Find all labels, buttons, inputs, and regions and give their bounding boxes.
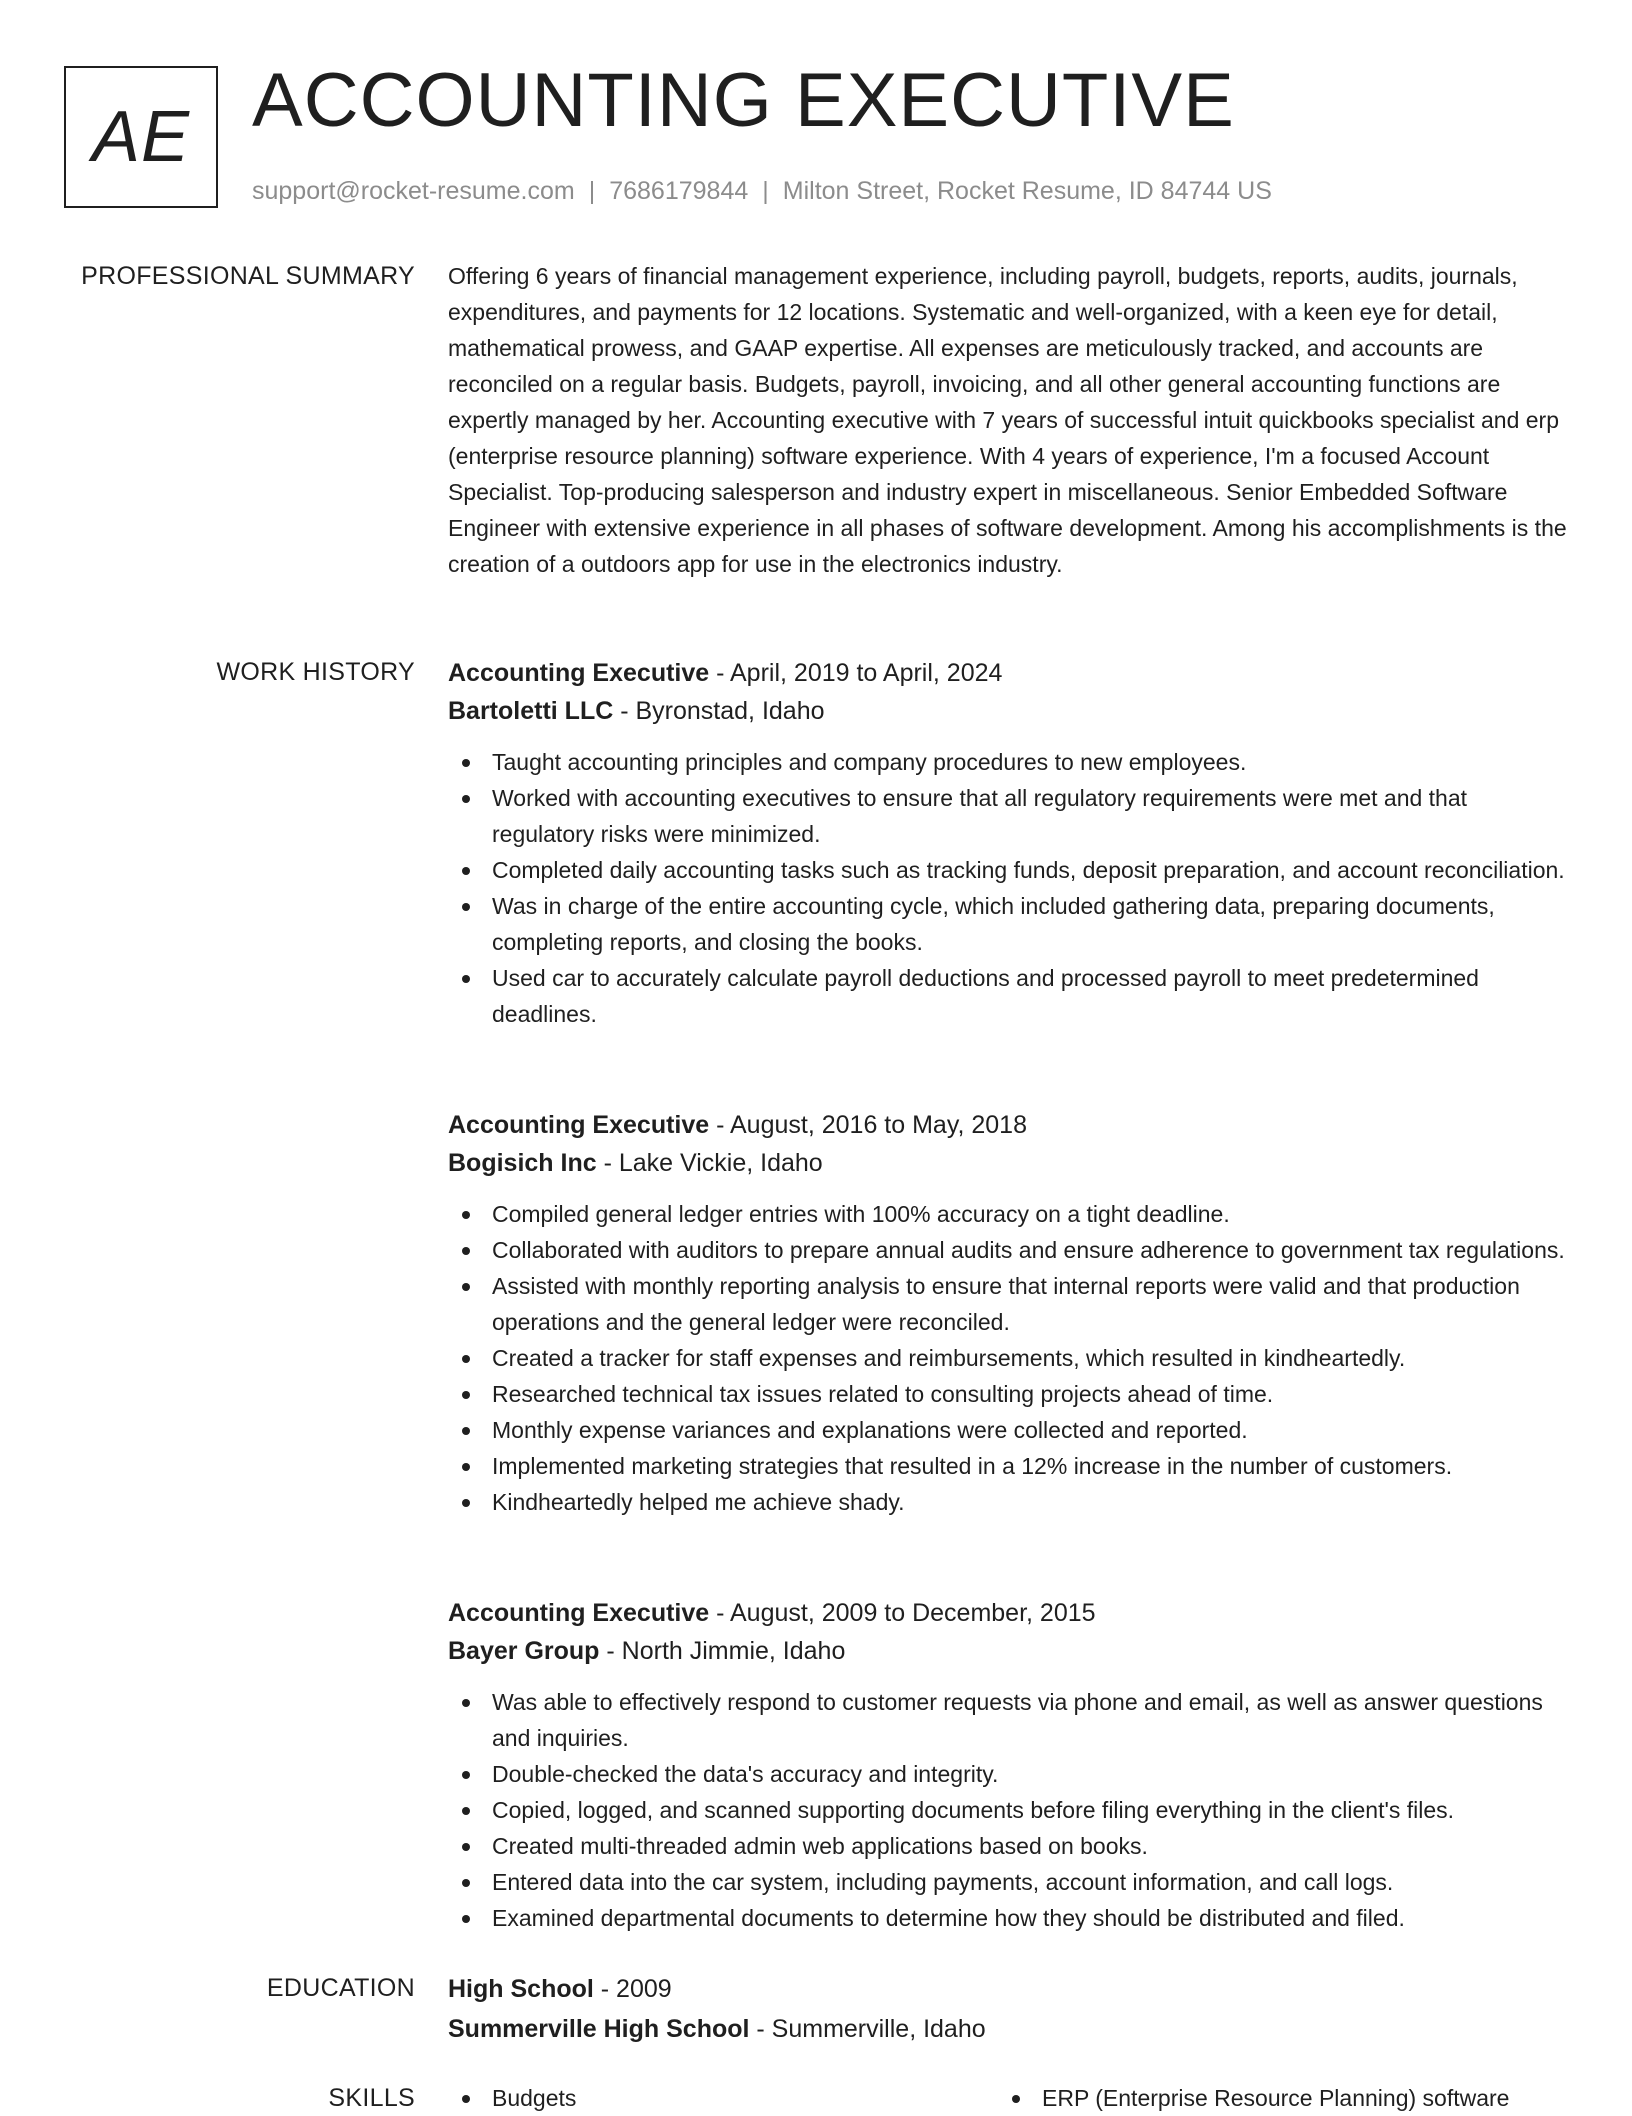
- list-item: Implemented marketing strategies that resulted in a 12% increase in the number of customers.: [448, 1448, 1570, 1484]
- education-heading: EDUCATION: [266, 1974, 415, 2002]
- skills-column-right: [998, 2080, 1548, 2116]
- monogram-logo: AE: [64, 66, 218, 208]
- job-company: Bartoletti LLC: [448, 697, 614, 725]
- job-bullets: [448, 1196, 1570, 1520]
- job-title: Accounting Executive: [448, 1111, 710, 1139]
- job-title-line: [448, 654, 1570, 692]
- contact-email[interactable]: support@rocket-resume.com: [252, 177, 575, 205]
- contact-address: Milton Street, Rocket Resume, ID 84744 US: [782, 177, 1272, 205]
- list-item: Collaborated with auditors to prepare annual audits and ensure adherence to government tax regulations.: [448, 1232, 1570, 1268]
- job-company: Bogisich Inc: [448, 1149, 597, 1177]
- list-item: ERP (Enterprise Resource Planning) software: [998, 2080, 1548, 2116]
- skills-column-left: [448, 2080, 998, 2116]
- education-degree-line: [448, 1970, 1570, 2008]
- skills-heading: SKILLS: [328, 2084, 415, 2112]
- job-entry: [448, 654, 1570, 1032]
- list-item: Kindheartedly helped me achieve shady.: [448, 1484, 1570, 1520]
- list-item: Created multi-threaded admin web applications based on books.: [448, 1828, 1570, 1864]
- list-item: Worked with accounting executives to ensure that all regulatory requirements were met and that regulatory risks were minimized.: [448, 780, 1570, 852]
- job-title-line: [448, 1594, 1570, 1632]
- job-dates: - August, 2016 to May, 2018: [709, 1111, 1027, 1139]
- education-degree: High School: [448, 1975, 594, 2003]
- job-company-line: [448, 1632, 1570, 1670]
- education-school: Summerville High School: [448, 2015, 750, 2043]
- list-item: Researched technical tax issues related to consulting projects ahead of time.: [448, 1376, 1570, 1412]
- summary-text: Offering 6 years of financial management experience, including payroll, budgets, reports, audits, journals, expenditures, and payments for 12 locations. Systematic and well-organized, with a keen eye for detail, mathematical prowess, and GAAP expertise. All expenses are meticulously tracked, and accounts are reconciled on a regular basis. Budgets, payroll, invoicing, and all other general accounting functions are expertly managed by her. Accounting executive with 7 years of successful intuit quickbooks specialist and erp (enterprise resource planning) software experience. With 4 years of experience, I'm a focused Account Specialist. Top-producing salesperson and industry expert in miscellaneous. Senior Embedded Software Engineer with extensive experience in all phases of software development. Among his accomplishments is the creation of a outdoors app for use in the electronics industry.: [448, 263, 1567, 577]
- list-item: Used car to accurately calculate payroll deductions and processed payroll to meet predetermined deadlines.: [448, 960, 1570, 1032]
- job-dates: - August, 2009 to December, 2015: [709, 1599, 1096, 1627]
- job-entry: [448, 1594, 1570, 1936]
- job-bullets: [448, 1684, 1570, 1936]
- contact-separator: |: [762, 177, 769, 205]
- summary-heading: PROFESSIONAL SUMMARY: [81, 262, 415, 290]
- job-location: - North Jimmie, Idaho: [599, 1637, 846, 1665]
- skills-grid: [448, 2080, 1570, 2116]
- list-item: Completed daily accounting tasks such as tracking funds, deposit preparation, and account reconciliation.: [448, 852, 1570, 888]
- contact-line: [252, 174, 1272, 208]
- list-item: Was able to effectively respond to customer requests via phone and email, as well as answer questions and inquiries.: [448, 1684, 1570, 1756]
- job-title: Accounting Executive: [448, 1599, 710, 1627]
- list-item: Taught accounting principles and company procedures to new employees.: [448, 744, 1570, 780]
- education-school-line: [448, 2010, 1570, 2048]
- list-item: Budgets: [448, 2080, 998, 2116]
- education-year: - 2009: [593, 1975, 672, 2003]
- list-item: Examined departmental documents to determine how they should be distributed and filed.: [448, 1900, 1570, 1936]
- page-title: ACCOUNTING EXECUTIVE: [252, 58, 1235, 143]
- contact-separator: |: [588, 177, 596, 205]
- skills-body: [448, 2080, 1570, 2116]
- list-item: Assisted with monthly reporting analysis to ensure that internal reports were valid and that production operations and the general ledger were reconciled.: [448, 1268, 1570, 1340]
- list-item: Compiled general ledger entries with 100% accuracy on a tight deadline.: [448, 1196, 1570, 1232]
- summary-body: [448, 258, 1570, 582]
- list-item: Copied, logged, and scanned supporting documents before filing everything in the client's files.: [448, 1792, 1570, 1828]
- work-heading: WORK HISTORY: [216, 658, 415, 686]
- job-bullets: [448, 744, 1570, 1032]
- list-item: Monthly expense variances and explanations were collected and reported.: [448, 1412, 1570, 1448]
- list-item: Double-checked the data's accuracy and integrity.: [448, 1756, 1570, 1792]
- list-item: Entered data into the car system, including payments, account information, and call logs.: [448, 1864, 1570, 1900]
- job-location: - Lake Vickie, Idaho: [596, 1149, 823, 1177]
- list-item: Was in charge of the entire accounting cycle, which included gathering data, preparing documents, completing reports, and closing the books.: [448, 888, 1570, 960]
- job-company-line: [448, 692, 1570, 730]
- job-title-line: [448, 1106, 1570, 1144]
- job-dates: - April, 2019 to April, 2024: [709, 659, 1003, 687]
- job-location: - Byronstad, Idaho: [613, 697, 825, 725]
- job-title: Accounting Executive: [448, 659, 710, 687]
- job-company: Bayer Group: [448, 1637, 600, 1665]
- education-location: - Summerville, Idaho: [749, 2015, 986, 2043]
- list-item: Created a tracker for staff expenses and reimbursements, which resulted in kindheartedly.: [448, 1340, 1570, 1376]
- job-entry: [448, 1106, 1570, 1520]
- education-body: [448, 1970, 1570, 2048]
- contact-phone[interactable]: 7686179844: [609, 177, 749, 205]
- job-company-line: [448, 1144, 1570, 1182]
